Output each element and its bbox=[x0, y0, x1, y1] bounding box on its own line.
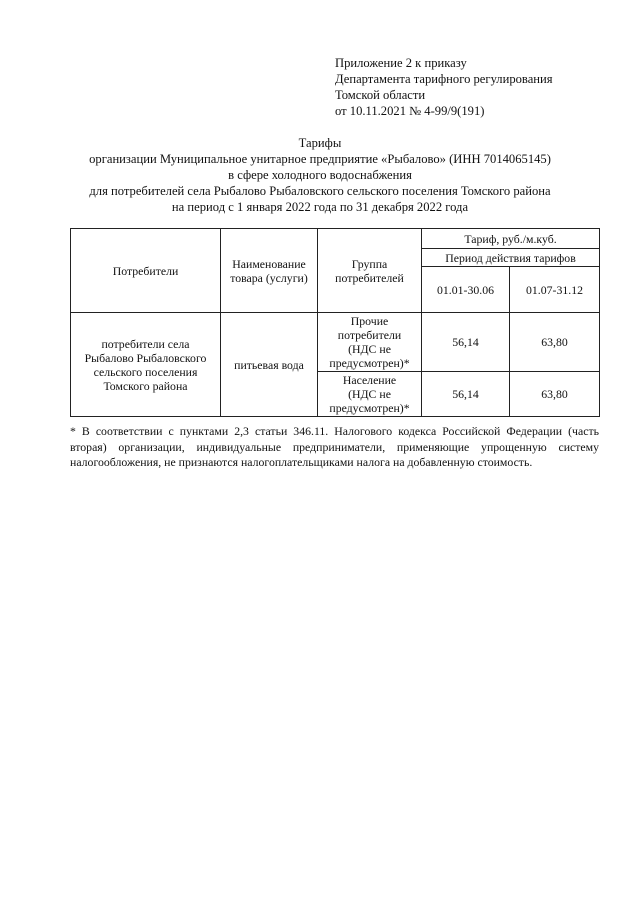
header-period-1: 01.01-30.06 bbox=[422, 267, 510, 313]
appendix-line: Департамента тарифного регулирования bbox=[335, 72, 553, 86]
appendix-line: Томской области bbox=[335, 88, 426, 102]
header-consumers: Потребители bbox=[71, 229, 221, 313]
tariff-value-cell: 63,80 bbox=[510, 313, 600, 372]
appendix-header bbox=[335, 55, 625, 119]
header-group: Группа потребителей bbox=[318, 229, 422, 313]
header-tariff: Тариф, руб./м.куб. bbox=[422, 229, 600, 249]
header-period: Период действия тарифов bbox=[422, 249, 600, 267]
document-title bbox=[40, 135, 600, 215]
table-row bbox=[71, 313, 600, 372]
appendix-line: Приложение 2 к приказу bbox=[335, 56, 467, 70]
footnote: * В соответствии с пунктами 2,3 статьи 346.11. Налогового кодекса Российской Федерации (часть вторая) организации, индивидуальные предприниматели, применяющие упрощенную систему налогообложения, не признаются налогоплательщиками налога на добавленную стоимость. bbox=[70, 424, 599, 469]
product-cell: питьевая вода bbox=[221, 313, 318, 417]
title-line: организации Муниципальное унитарное предприятие «Рыбалово» (ИНН 7014065145) bbox=[89, 152, 551, 166]
group-cell: Население (НДС не предусмотрен)* bbox=[318, 372, 422, 417]
group-cell: Прочие потребители (НДС не предусмотрен)* bbox=[318, 313, 422, 372]
title-line: для потребителей села Рыбалово Рыбаловского сельского поселения Томского района bbox=[89, 184, 551, 198]
tariff-value-cell: 63,80 bbox=[510, 372, 600, 417]
title-line: в сфере холодного водоснабжения bbox=[228, 168, 412, 182]
title-line: на период с 1 января 2022 года по 31 декабря 2022 года bbox=[171, 200, 469, 214]
tariff-table bbox=[70, 228, 600, 417]
consumer-cell: потребители села Рыбалово Рыбаловского сельского поселения Томского района bbox=[71, 313, 221, 417]
tariff-value-cell: 56,14 bbox=[422, 372, 510, 417]
header-product: Наименование товара (услуги) bbox=[221, 229, 318, 313]
header-period-2: 01.07-31.12 bbox=[510, 267, 600, 313]
title-line: Тарифы bbox=[298, 136, 342, 150]
tariff-value-cell: 56,14 bbox=[422, 313, 510, 372]
appendix-line: от 10.11.2021 № 4-99/9(191) bbox=[335, 104, 485, 118]
